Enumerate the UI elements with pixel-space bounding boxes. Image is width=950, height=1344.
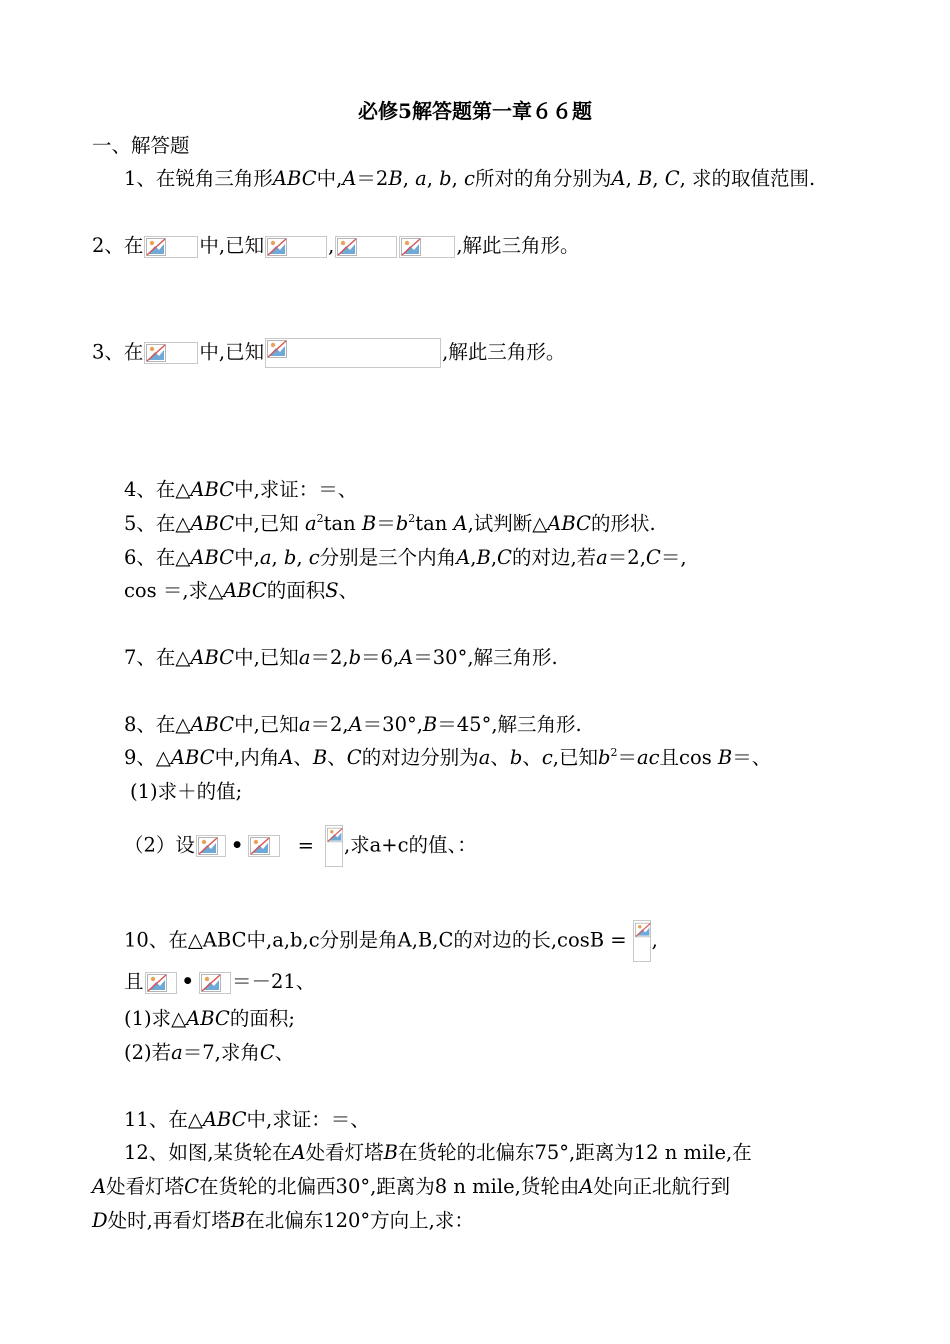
question-3: 3、在 中,已知 ,解此三角形。 [92,338,565,368]
question-9-part-1: (1)求＋的值; [130,780,243,803]
document-title: 必修5解答题第一章６６题 [358,99,592,123]
question-10-part-2: (2)若a＝7,求角C、 [124,1041,295,1064]
broken-image-icon [399,236,455,258]
broken-image-icon [335,236,397,258]
broken-image-icon [196,835,226,857]
question-1: 1、在锐角三角形ABC中,A＝2B, a, b, c所对的角分别为A, B, C, 求的取值范围. [124,167,816,190]
question-9-part-2: （2）设 • = ,求a+c的值、： [124,825,477,867]
question-6-line-2: cos ＝,求△ABC的面积S、 [124,579,359,602]
question-10-line-2: 且 • ＝－21、 [124,970,316,993]
question-8: 8、在△ABC中,已知a＝2,A＝30°,B＝45°,解三角形. [124,713,582,736]
section-heading: 一、解答题 [92,134,190,157]
question-12-line-3: D处时,再看灯塔B在北偏东120°方向上,求： [92,1209,474,1232]
broken-image-icon [145,972,177,994]
question-7: 7、在△ABC中,已知a＝2,b＝6,A＝30°,解三角形. [124,646,558,669]
question-9: 9、△ABC中,内角A、B、C的对边分别为a、b、c,已知$b^2=ac$且cos B＝、 [124,746,772,769]
broken-image-icon [265,338,441,368]
question-11: 11、在△ABC中,求证：＝、 [124,1108,370,1131]
question-4: 4、在△ABC中,求证：＝、 [124,478,358,501]
broken-image-icon [633,920,651,962]
question-6: 6、在△ABC中,a, b, c分别是三个内角A,B,C的对边,若a＝2,C＝, [124,546,687,569]
question-10: 10、在△ABC中,a,b,c分别是角A,B,C的对边的长,cosB = , [124,920,658,962]
broken-image-icon [325,825,343,867]
broken-image-icon [144,236,198,258]
broken-image-icon [265,236,327,258]
broken-image-icon [248,835,280,857]
question-12: 12、如图,某货轮在A处看灯塔B在货轮的北偏东75°,距离为12 n mile,在 [124,1141,752,1164]
broken-image-icon [199,972,231,994]
question-2: 2、在 中,已知 , ,解此三角形。 [92,234,580,257]
question-10-part-1: (1)求△ABC的面积; [124,1007,295,1030]
question-5: 5、在△ABC中,已知 $a^2\tan$ $B=b^2\tan$ A,试判断△ABC的形状. [124,512,656,535]
broken-image-icon [144,342,198,364]
question-12-line-2: A处看灯塔C在货轮的北偏西30°,距离为8 n mile,货轮由A处向正北航行到 [92,1175,730,1198]
